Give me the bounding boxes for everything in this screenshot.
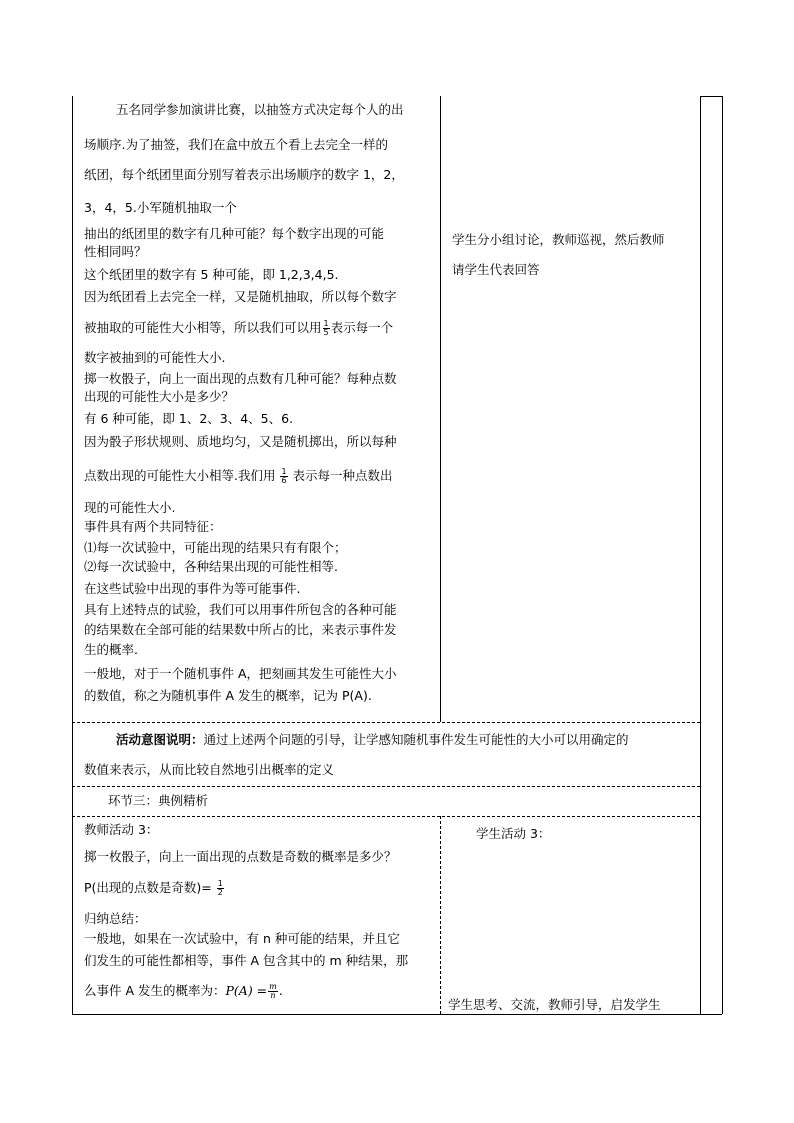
fraction-numerator: 1 bbox=[281, 467, 287, 476]
teacher-answer bbox=[84, 880, 225, 897]
row-separator-2 bbox=[72, 786, 700, 787]
text-line: 这个纸团里的数字有 5 种可能，即 1,2,3,4,5. bbox=[84, 267, 339, 282]
text-line: 场顺序.为了抽签，我们在盒中放五个看上去完全一样的 bbox=[84, 137, 388, 152]
text-line: 在这些试验中出现的事件为等可能事件. bbox=[84, 581, 301, 596]
table-top-right-border bbox=[700, 96, 722, 97]
text-line: 数字被抽到的可能性大小. bbox=[84, 350, 226, 365]
fraction-one-half bbox=[217, 880, 224, 897]
intent-label: 活动意图说明： bbox=[116, 732, 204, 747]
column-divider-bottom bbox=[440, 816, 441, 1014]
text-line: 请学生代表回答 bbox=[452, 262, 540, 277]
fraction-m-over-n bbox=[268, 983, 278, 1000]
fraction-denominator: 6 bbox=[281, 476, 287, 485]
intent-line-1 bbox=[116, 733, 629, 747]
table-left-border bbox=[72, 96, 73, 1014]
summary-formula-line bbox=[84, 983, 283, 1000]
row-separator-1 bbox=[72, 722, 700, 723]
text-line: 的结果数在全部可能的结果数中所占的比，来表示事件发 bbox=[84, 622, 397, 637]
fraction-one-fifth bbox=[323, 320, 330, 337]
intent-line-2: 数值来表示，从而比较自然地引出概率的定义 bbox=[84, 762, 335, 777]
teacher-heading: 教师活动 3： bbox=[84, 822, 159, 837]
table-inner-right-border bbox=[700, 96, 701, 1014]
teacher-question: 掷一枚骰子，向上一面出现的点数是奇数的概率是多少？ bbox=[84, 849, 397, 864]
text-line: 一般地，对于一个随机事件 A，把刻画其发生可能性大小 bbox=[84, 666, 397, 681]
formula-prefix: 么事件 A 发生的概率为： bbox=[84, 983, 226, 998]
student-heading: 学生活动 3： bbox=[476, 826, 551, 841]
text-line: 3，4，5.小军随机抽取一个 bbox=[84, 200, 237, 215]
summary-line: 们发生的可能性都相等，事件 A 包含其中的 m 种结果，那 bbox=[84, 953, 409, 968]
text-line: 因为骰子形状规则、质地均匀，又是随机掷出，所以每种 bbox=[84, 434, 397, 449]
summary-heading: 归纳总结： bbox=[84, 911, 147, 926]
section-title: 环节三：典例精析 bbox=[108, 793, 209, 808]
column-divider-top bbox=[440, 96, 441, 722]
text-segment: 表示每一种点数出 bbox=[292, 468, 393, 483]
text-line: 学生分小组讨论，教师巡视，然后教师 bbox=[452, 232, 665, 247]
intent-text: 通过上述两个问题的引导，让学感知随机事件发生可能性的大小可以用确定的 bbox=[203, 732, 629, 747]
text-line: 性相同吗？ bbox=[84, 244, 147, 259]
text-line: 事件具有两个共同特征： bbox=[84, 519, 222, 534]
text-line: 因为纸团看上去完全一样，又是随机抽取，所以每个数字 bbox=[84, 289, 397, 304]
fraction-denominator: 5 bbox=[323, 328, 329, 337]
formula-end: . bbox=[278, 983, 283, 998]
text-line: ⑴每一次试验中，可能出现的结果只有有限个； bbox=[84, 540, 347, 555]
fraction-numerator: m bbox=[269, 982, 277, 991]
text-line: 抽出的纸团里的数字有几种可能？每个数字出现的可能 bbox=[84, 226, 385, 241]
table-right-border bbox=[722, 96, 723, 1014]
text-line-with-fraction bbox=[84, 320, 393, 337]
text-line: 的数值，称之为随机事件 A 发生的概率，记为 P(A). bbox=[84, 688, 372, 703]
fraction-denominator: 2 bbox=[217, 888, 223, 897]
fraction-numerator: 1 bbox=[217, 879, 223, 888]
text-line: 具有上述特点的试验，我们可以用事件所包含的各种可能 bbox=[84, 602, 397, 617]
table-bottom-border bbox=[72, 1014, 722, 1015]
text-line: 掷一枚骰子，向上一面出现的点数有几种可能？每种点数 bbox=[84, 371, 397, 386]
fraction-numerator: 1 bbox=[323, 319, 329, 328]
text-line-with-fraction bbox=[84, 468, 393, 485]
answer-prefix: P(出现的点数是奇数)= bbox=[84, 880, 212, 895]
summary-line: 一般地，如果在一次试验中，有 n 种可能的结果，并且它 bbox=[84, 931, 400, 946]
student-bottom-text: 学生思考、交流，教师引导，启发学生 bbox=[448, 997, 661, 1012]
text-line: 出现的可能性大小是多少？ bbox=[84, 389, 235, 404]
fraction-one-sixth bbox=[280, 468, 287, 485]
text-line: 纸团，每个纸团里面分别写着表示出场顺序的数字 1，2， bbox=[84, 167, 404, 182]
text-line: ⑵每一次试验中，各种结果出现的可能性相等. bbox=[84, 559, 338, 574]
text-segment: 点数出现的可能性大小相等.我们用 bbox=[84, 468, 276, 483]
text-segment: 被抽取的可能性大小相等，所以我们可以用 bbox=[84, 320, 322, 335]
text-line: 五名同学参加演讲比赛，以抽签方式决定每个人的出 bbox=[116, 102, 404, 117]
row-separator-3 bbox=[72, 816, 700, 817]
fraction-denominator: n bbox=[270, 991, 276, 1000]
text-line: 有 6 种可能，即 1、2、3、4、5、6. bbox=[84, 411, 294, 426]
formula-left: P(A) = bbox=[225, 983, 268, 998]
text-line: 生的概率. bbox=[84, 642, 138, 657]
text-segment: 表示每一个 bbox=[330, 320, 394, 335]
text-line: 现的可能性大小. bbox=[84, 500, 176, 515]
